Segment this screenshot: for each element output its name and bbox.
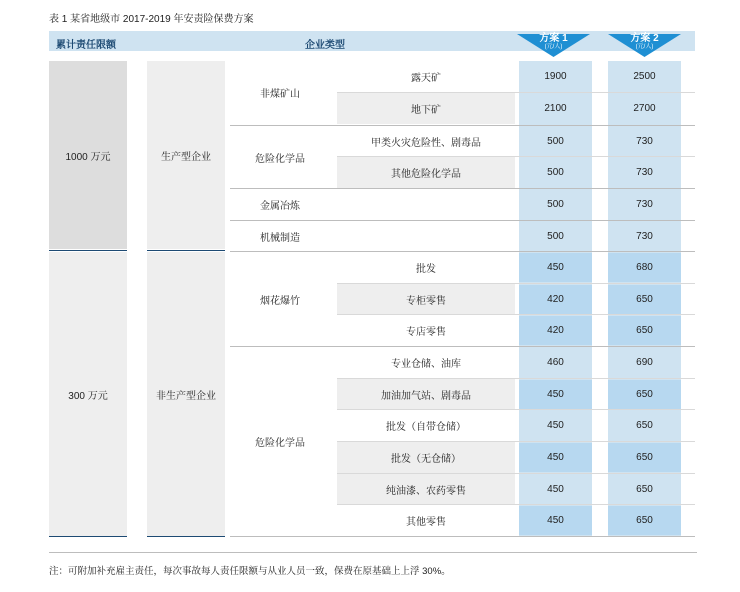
- row-subcategory: 批发: [416, 264, 436, 275]
- row-scheme2-value: 730: [636, 136, 653, 147]
- row-scheme1-value: 450: [547, 515, 564, 526]
- row-scheme2-value: 730: [636, 199, 653, 210]
- row-scheme1-value: 450: [547, 452, 564, 463]
- category-metallurgy: 金属冶炼: [260, 201, 300, 212]
- scheme2-label: 方案 2: [630, 33, 659, 44]
- header-scheme1: [517, 33, 590, 51]
- row-scheme2-value: 2500: [633, 71, 656, 82]
- row-scheme2-value: 650: [636, 389, 653, 400]
- category-nonmetal-mine: 非煤矿山: [260, 89, 300, 100]
- row-scheme1-value: 500: [547, 231, 564, 242]
- row-subcategory: 其他零售: [406, 517, 446, 528]
- row-scheme1-value: 420: [547, 325, 564, 336]
- row-rule: [337, 156, 695, 157]
- note-separator: [49, 552, 697, 553]
- row-subcategory: 甲类火灾危险性、剧毒品: [371, 138, 481, 149]
- row-scheme1-value: 1900: [544, 71, 567, 82]
- row-scheme2-value: 730: [636, 167, 653, 178]
- row-scheme2-value: 690: [636, 357, 653, 368]
- header-limit: 累计责任限额: [56, 40, 116, 51]
- row-scheme1-value: 450: [547, 484, 564, 495]
- row-scheme1-value: 420: [547, 294, 564, 305]
- table-header-bar: [49, 31, 695, 51]
- row-scheme2-value: 650: [636, 325, 653, 336]
- limit-divider: [49, 250, 127, 251]
- rule: [230, 536, 695, 537]
- row-scheme1-value: 460: [547, 357, 564, 368]
- rule: [230, 188, 695, 189]
- row-scheme2-value: 680: [636, 262, 653, 273]
- scheme1-unit: (元/人): [544, 44, 563, 50]
- row-subcategory: 批发（无仓储）: [391, 454, 461, 465]
- row-scheme1-value: 2100: [544, 103, 567, 114]
- limit-300: 300 万元: [68, 390, 108, 402]
- row-scheme1-value: 450: [547, 389, 564, 400]
- row-subcategory: [337, 189, 515, 220]
- category-machinery: 机械制造: [260, 233, 300, 244]
- enterprise-bottom-line: [147, 536, 225, 537]
- row-subcategory: 纯油漆、农药零售: [386, 486, 466, 497]
- row-scheme2-value: 2700: [633, 103, 656, 114]
- row-subcategory: 批发（自带仓储）: [386, 422, 466, 433]
- enterprise-nonproduction: 非生产型企业: [156, 390, 216, 402]
- row-rule: [337, 409, 695, 410]
- limit-1000: 1000 万元: [65, 151, 111, 163]
- rule: [230, 125, 695, 126]
- row-scheme1-value: 500: [547, 167, 564, 178]
- row-scheme1-value: 450: [547, 420, 564, 431]
- enterprise-production: 生产型企业: [161, 151, 211, 163]
- category-hazchem-nonproduction: 危险化学品: [255, 438, 305, 449]
- row-scheme2-value: 650: [636, 515, 653, 526]
- row-scheme2-value: 650: [636, 294, 653, 305]
- header-type: 企业类型: [305, 40, 345, 51]
- row-scheme1-value: 450: [547, 262, 564, 273]
- row-subcategory: 露天矿: [411, 73, 441, 84]
- row-scheme1-value: 500: [547, 136, 564, 147]
- rule: [230, 346, 695, 347]
- row-scheme2-value: 650: [636, 420, 653, 431]
- table-note: 注：可附加补充雇主责任，每次事故每人责任限额与从业人员一致，保费在原基础上上浮 30%。: [49, 566, 451, 577]
- rule: [230, 251, 695, 252]
- row-rule: [337, 504, 695, 505]
- row-subcategory: [337, 221, 515, 252]
- table-title: 表 1 某省地级市 2017-2019 年安责险保费方案: [49, 14, 254, 25]
- row-rule: [337, 314, 695, 315]
- row-subcategory: 专柜零售: [406, 296, 446, 307]
- row-rule: [337, 473, 695, 474]
- category-fireworks: 烟花爆竹: [260, 295, 300, 307]
- row-subcategory: 加油加气站、剧毒品: [381, 391, 471, 402]
- row-rule: [337, 92, 695, 93]
- enterprise-divider: [147, 250, 225, 251]
- row-rule: [337, 378, 695, 379]
- row-rule: [337, 441, 695, 442]
- category-hazchem-production: 危险化学品: [255, 153, 305, 165]
- header-scheme2: [608, 33, 681, 51]
- row-scheme2-value: 730: [636, 231, 653, 242]
- row-rule: [337, 283, 695, 284]
- rule: [230, 220, 695, 221]
- row-scheme1-value: 500: [547, 199, 564, 210]
- row-subcategory: 其他危险化学品: [391, 169, 461, 180]
- scheme2-unit: (元/人): [635, 44, 654, 50]
- row-scheme2-value: 650: [636, 484, 653, 495]
- row-subcategory: 专业仓储、油库: [391, 359, 461, 370]
- limit-bottom-line: [49, 536, 127, 537]
- scheme1-label: 方案 1: [539, 33, 568, 44]
- row-scheme2-value: 650: [636, 452, 653, 463]
- row-subcategory: 地下矿: [411, 105, 441, 116]
- row-subcategory: 专店零售: [406, 327, 446, 338]
